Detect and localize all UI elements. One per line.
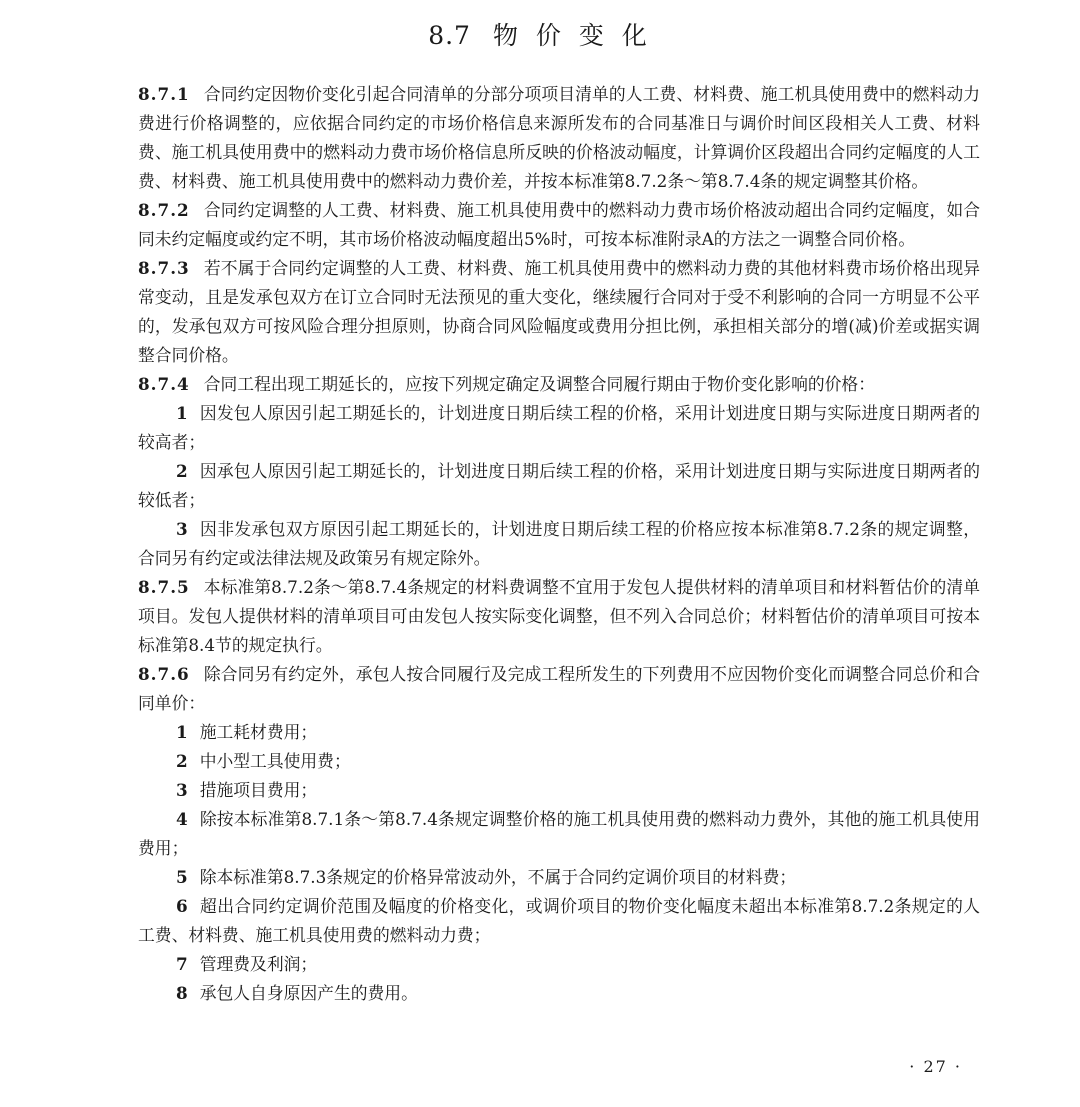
section-title: 物 价 变 化 xyxy=(492,21,652,50)
item-text: 管理费及利润； xyxy=(199,954,318,974)
list-item xyxy=(138,718,980,747)
item-text: 因发包人原因引起工期延长的，计划进度日期后续工程的价格，采用计划进度日期与实际进度日期两者的较高者； xyxy=(138,403,980,452)
item-number: 2 xyxy=(176,751,188,771)
item-text: 施工耗材费用； xyxy=(199,722,318,742)
list-item xyxy=(138,399,980,457)
list-item xyxy=(138,515,980,573)
section-heading xyxy=(0,18,1080,54)
list-item xyxy=(138,776,980,805)
list-item xyxy=(138,457,980,515)
clause-number: 8.7.2 xyxy=(138,200,190,220)
list-item xyxy=(138,747,980,776)
list-item xyxy=(138,805,980,863)
item-text: 因非发承包双方原因引起工期延长的，计划进度日期后续工程的价格应按本标准第8.7.2条的规定调整，合同另有约定或法律法规及政策另有规定除外。 xyxy=(138,519,980,568)
item-number: 1 xyxy=(176,403,188,423)
item-number: 3 xyxy=(176,519,188,539)
clause-number: 8.7.1 xyxy=(138,84,190,104)
clause-number: 8.7.6 xyxy=(138,664,190,684)
clause xyxy=(138,80,980,196)
page-number: · 27 · xyxy=(909,1057,962,1076)
item-text: 因承包人原因引起工期延长的，计划进度日期后续工程的价格，采用计划进度日期与实际进度日期两者的较低者； xyxy=(138,461,980,510)
item-number: 8 xyxy=(176,983,188,1003)
clause xyxy=(138,254,980,370)
item-text: 除按本标准第8.7.1条～第8.7.4条规定调整价格的施工机具使用费的燃料动力费外，其他的施工机具使用费用； xyxy=(138,809,980,858)
list-item xyxy=(138,979,980,1008)
clause-text: 合同约定调整的人工费、材料费、施工机具使用费中的燃料动力费市场价格波动超出合同约定幅度，如合同未约定幅度或约定不明，其市场价格波动幅度超出5%时，可按本标准附录A的方法之一调整合同价格。 xyxy=(138,200,980,249)
item-number: 6 xyxy=(176,896,188,916)
clause-number: 8.7.3 xyxy=(138,258,190,278)
item-number: 1 xyxy=(176,722,188,742)
item-number: 7 xyxy=(176,954,188,974)
clause-text: 合同约定因物价变化引起合同清单的分部分项项目清单的人工费、材料费、施工机具使用费中的燃料动力费进行价格调整的，应依据合同约定的市场价格信息来源所发布的合同基准日与调价时间区段相关人工费、材料费、施工机具使用费中的燃料动力费市场价格信息所反映的价格波动幅度，计算调价区段超出合同约定幅度的人工费、材料费、施工机具使用费中的燃料动力费价差，并按本标准第8.7.2条～第8.7.4条的规定调整其价格。 xyxy=(138,84,980,191)
clause xyxy=(138,573,980,660)
clause xyxy=(138,370,980,399)
clause-text: 合同工程出现工期延长的，应按下列规定确定及调整合同履行期由于物价变化影响的价格： xyxy=(203,374,875,394)
section-number: 8.7 xyxy=(428,21,471,50)
item-number: 3 xyxy=(176,780,188,800)
item-text: 中小型工具使用费； xyxy=(199,751,351,771)
clause-text: 除合同另有约定外，承包人按合同履行及完成工程所发生的下列费用不应因物价变化而调整合同总价和合同单价： xyxy=(138,664,980,713)
item-number: 4 xyxy=(176,809,188,829)
list-item xyxy=(138,892,980,950)
document-body xyxy=(138,80,980,1008)
clause-number: 8.7.4 xyxy=(138,374,190,394)
clause xyxy=(138,660,980,718)
clause-text: 本标准第8.7.2条～第8.7.4条规定的材料费调整不宜用于发包人提供材料的清单项目和材料暂估价的清单项目。发包人提供材料的清单项目可由发包人按实际变化调整，但不列入合同总价；材料暂估价的清单项目可按本标准第8.4节的规定执行。 xyxy=(138,577,980,655)
item-number: 2 xyxy=(176,461,188,481)
clause-text: 若不属于合同约定调整的人工费、材料费、施工机具使用费中的燃料动力费的其他材料费市场价格出现异常变动，且是发承包双方在订立合同时无法预见的重大变化，继续履行合同对于受不利影响的合同一方明显不公平的，发承包双方可按风险合理分担原则，协商合同风险幅度或费用分担比例，承担相关部分的增(减)价差或据实调整合同价格。 xyxy=(138,258,980,365)
item-text: 超出合同约定调价范围及幅度的价格变化，或调价项目的物价变化幅度未超出本标准第8.7.2条规定的人工费、材料费、施工机具使用费的燃料动力费； xyxy=(138,896,980,945)
item-text: 除本标准第8.7.3条规定的价格异常波动外，不属于合同约定调价项目的材料费； xyxy=(199,867,797,887)
list-item xyxy=(138,950,980,979)
item-text: 措施项目费用； xyxy=(199,780,318,800)
list-item xyxy=(138,863,980,892)
item-text: 承包人自身原因产生的费用。 xyxy=(199,983,418,1003)
item-number: 5 xyxy=(176,867,188,887)
clause xyxy=(138,196,980,254)
clause-number: 8.7.5 xyxy=(138,577,190,597)
